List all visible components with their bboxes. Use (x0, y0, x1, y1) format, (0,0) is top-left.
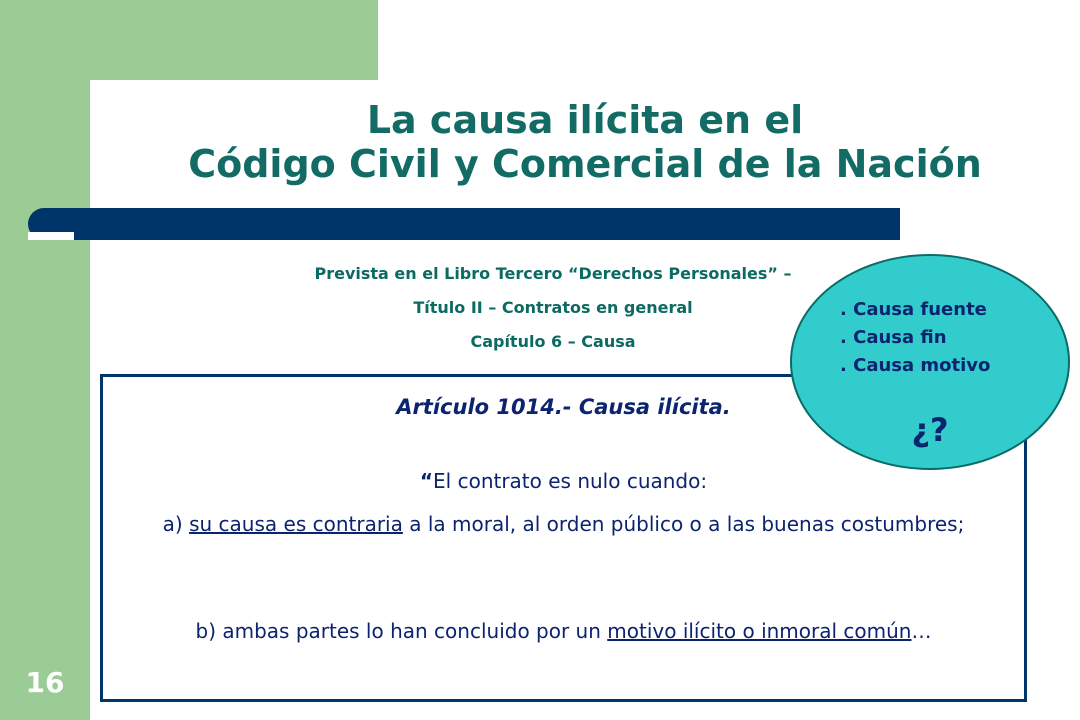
clause-b-ellipsis: … (911, 619, 932, 643)
subtitle-line-3: Capítulo 6 – Causa (470, 332, 636, 351)
page-number: 16 (25, 666, 65, 699)
clause-a-rest: a la moral, al orden público o a las buenas costumbres; (402, 512, 965, 536)
causa-types-list (840, 296, 990, 380)
article-intro-text: El contrato es nulo cuando: (433, 469, 708, 493)
subtitle-line-1: Prevista en el Libro Tercero “Derechos Personales” – (314, 264, 792, 283)
title-line-2: Código Civil y Comercial de la Nación (188, 142, 982, 186)
subtitle-line-2: Título II – Contratos en general (413, 298, 693, 317)
bubble-item-causa-motivo: . Causa motivo (840, 355, 991, 376)
article-intro (103, 469, 1024, 493)
clause-b-prefix: b) ambas partes lo han concluido por un (195, 619, 608, 643)
article-heading: Artículo 1014.- Causa ilícita. (396, 395, 731, 419)
article-clause-a (143, 510, 984, 539)
bubble-question: ¿? (911, 411, 949, 449)
title-line-1: La causa ilícita en el (366, 98, 804, 142)
clause-a-underlined: su causa es contraria (189, 512, 403, 536)
bubble-item-causa-fuente: . Causa fuente (840, 299, 987, 320)
slide-title (90, 98, 1080, 186)
open-quote: “ (419, 469, 434, 493)
bubble-item-causa-fin: . Causa fin (840, 327, 947, 348)
clause-a-prefix: a) (162, 512, 190, 536)
left-green-band (0, 0, 90, 720)
article-clause-b (103, 619, 1024, 643)
top-green-band (0, 0, 378, 80)
causa-types-bubble (790, 254, 1070, 470)
clause-b-underlined: motivo ilícito o inmoral común (607, 619, 912, 643)
title-divider-bar (28, 208, 900, 240)
